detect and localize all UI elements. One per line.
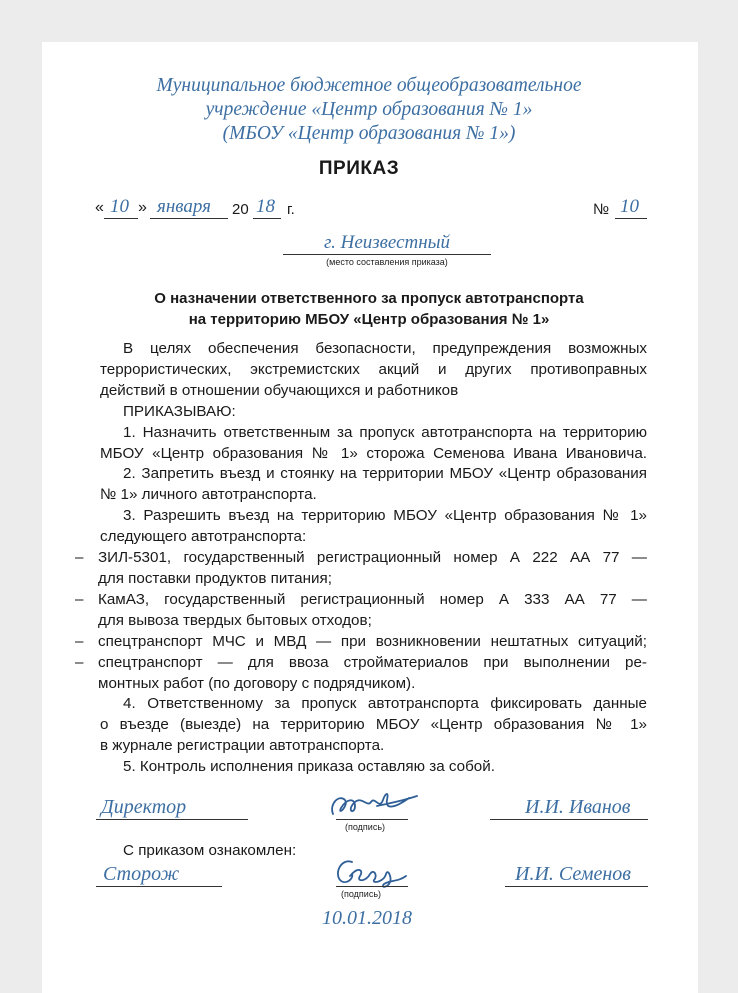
org-line-2: учреждение «Центр образования № 1» [205, 99, 533, 120]
place-value: г. Неизвестный [323, 232, 451, 253]
list-dash: – [75, 549, 84, 567]
guard-name: И.И. Семенов [515, 863, 631, 885]
bullet-2-line-2: для вывоза твердых бытовых отходов; [98, 611, 372, 629]
day-underline [104, 218, 138, 219]
bullet-1-line-2: для поставки продуктов питания; [98, 569, 332, 587]
date-year-word: г. [287, 201, 295, 218]
list-dash: – [75, 632, 84, 650]
item-3-line-1: 3. Разрешить въезд на территорию МБОУ «Центр образования № 1» [123, 507, 647, 525]
item-4-line-2: о въезде (выезде) на территорию МБОУ «Центр образования № 1» [100, 716, 647, 734]
item-4-line-1: 4. Ответственному за пропуск автотранспорта фиксировать данные [123, 695, 647, 713]
item-4-line-3: в журнале регистрации автотранспорта. [100, 737, 385, 755]
order-word: ПРИКАЗЫВАЮ: [123, 402, 236, 420]
bullet-2-line-1: КамАЗ, государственный регистрационный номер А 333 АА 77 — [98, 590, 647, 608]
place-block [283, 232, 491, 267]
guard-name-underline [505, 886, 648, 887]
director-name-underline [490, 819, 648, 820]
month-underline [150, 218, 228, 219]
acknowledged-date: 10.01.2018 [322, 907, 412, 929]
list-item [75, 590, 647, 632]
item-2-line-2: № 1» личного автотранспорта. [100, 486, 317, 504]
date-year-suffix: 18 [256, 196, 275, 217]
year-underline [253, 218, 281, 219]
director-signature-underline [336, 819, 408, 820]
document-title: ПРИКАЗ [318, 158, 400, 179]
date-close-quote: » [138, 199, 147, 216]
acknowledged-label: С приказом ознакомлен: [123, 842, 297, 859]
place-caption: (место составления приказа) [326, 257, 448, 267]
date-month: января [157, 196, 211, 217]
list-dash: – [75, 590, 84, 608]
org-line-3: (МБОУ «Центр образования № 1») [222, 123, 516, 144]
org-line-1: Муниципальное бюджетное общеобразовательное [156, 75, 582, 96]
preamble-line-3: действий в отношении обучающихся и работников [100, 381, 459, 399]
bullet-4-line-1: спецтранспорт — для ввоза стройматериалов при выполнении ре- [98, 653, 647, 671]
order-number: 10 [620, 196, 639, 217]
preamble-line-1: В целях обеспечения безопасности, предупреждения возможных [123, 340, 647, 357]
item-5-line-1: 5. Контроль исполнения приказа оставляю за собой. [123, 758, 495, 776]
bullet-3-line-1: спецтранспорт МЧС и МВД — при возникновении нештатных ситуаций; [98, 632, 647, 650]
date-year-prefix: 20 [232, 201, 249, 218]
guard-signature-underline [336, 886, 408, 887]
list-item [75, 653, 647, 695]
item-2-line-1: 2. Запретить въезд и стоянку на территории МБОУ «Центр образования [123, 465, 647, 483]
number-underline [615, 218, 647, 219]
guard-position-underline [96, 886, 222, 887]
subject-line-1: О назначении ответственного за пропуск автотранспорта [154, 290, 584, 307]
director-signature-caption: (подпись) [345, 822, 386, 832]
date-day: 10 [110, 196, 129, 217]
guard-signature-caption: (подпись) [341, 889, 382, 899]
director-name: И.И. Иванов [525, 796, 631, 818]
bullet-1-line-1: ЗИЛ-5301, государственный регистрационный номер А 222 АА 77 — [98, 549, 647, 567]
subject-line-2: на территорию МБОУ «Центр образования № 1» [188, 311, 550, 328]
item-1-line-1: 1. Назначить ответственным за пропуск автотранспорта на территорию [123, 423, 647, 441]
preamble-line-2: террористических, экстремистских акций и других противоправных [100, 360, 647, 378]
guard-position: Сторож [103, 863, 180, 885]
list-dash: – [75, 653, 84, 671]
order-body [75, 339, 647, 778]
bullet-4-line-2: монтных работ (по договору с подрядчиком). [98, 674, 416, 692]
item-3-line-2: следующего автотранспорта: [100, 528, 307, 546]
director-position-underline [96, 819, 248, 820]
director-position: Директор [101, 796, 187, 818]
list-item [75, 548, 647, 590]
date-open-quote: « [95, 199, 104, 216]
item-1-line-2: МБОУ «Центр образования № 1» сторожа Семенова Ивана Ивановича. [100, 444, 647, 462]
list-item [75, 632, 647, 653]
order-number-label: № [593, 201, 610, 218]
